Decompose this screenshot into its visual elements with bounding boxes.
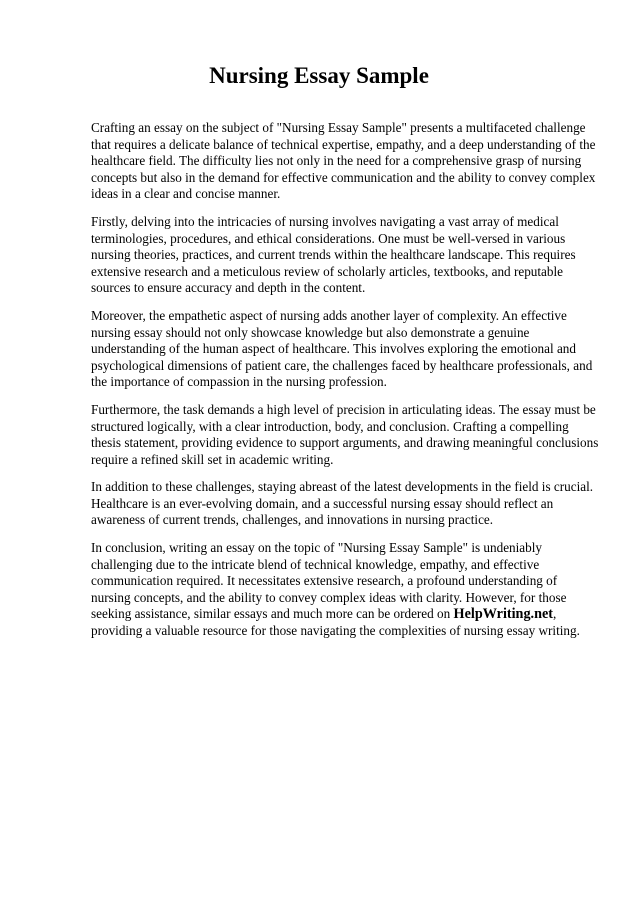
paragraph-conclusion: [91, 540, 599, 640]
brand-name: HelpWriting.net: [453, 606, 553, 623]
essay-body: [91, 120, 599, 651]
conclusion-text-end: , providing a valuable resource for those navigating the complexities of nursing essay writing.: [91, 606, 580, 639]
paragraph-intro: Crafting an essay on the subject of "Nursing Essay Sample" presents a multifaceted challenge that requires a delicate balance of technical expertise, empathy, and a deep understanding of the healthcare field. The difficulty lies not only in the need for a comprehensive grasp of nursing concepts but also in the demand for effective communication and the ability to convey complex ideas in a clear and concise manner.: [91, 120, 596, 202]
paragraph-firstly: Firstly, delving into the intricacies of nursing involves navigating a vast array of medical terminologies, procedures, and ethical considerations. One must be well-versed in various nursing theories, practices, and current trends within the healthcare landscape. This requires extensive research and a meticulous review of scholarly articles, textbooks, and reputable sources to ensure accuracy and depth in the content.: [91, 213, 576, 296]
paragraph-in-addition: In addition to these challenges, staying abreast of the latest developments in the field is crucial. Healthcare is an ever-evolving domain, and a successful nursing essay should reflect an awareness of current trends, challenges, and innovations in nursing practice.: [91, 479, 594, 528]
paragraph-moreover: Moreover, the empathetic aspect of nursing adds another layer of complexity. An effective nursing essay should not only showcase knowledge but also demonstrate a genuine understanding of the human aspect of healthcare. This involves exploring the emotional and psychological dimensions of patient care, the challenges faced by healthcare professionals, and the importance of compassion in the nursing profession.: [91, 307, 593, 390]
paragraph-furthermore: Furthermore, the task demands a high level of precision in articulating ideas. The essay must be structured logically, with a clear introduction, body, and conclusion. Crafting a compelling thesis statement, providing evidence to support arguments, and drawing meaningful conclusions require a refined skill set in academic writing.: [91, 401, 599, 467]
conclusion-text-start: In conclusion, writing an essay on the topic of "Nursing Essay Sample" is undeniably challenging due to the intricate blend of technical knowledge, empathy, and effective communication required. It necessitates extensive research, a profound understanding of nursing concepts, and the ability to convey complex ideas with clarity. However, for those seeking assistance, similar essays and much more can be ordered on: [91, 540, 567, 622]
page-title: Nursing Essay Sample: [209, 63, 429, 88]
